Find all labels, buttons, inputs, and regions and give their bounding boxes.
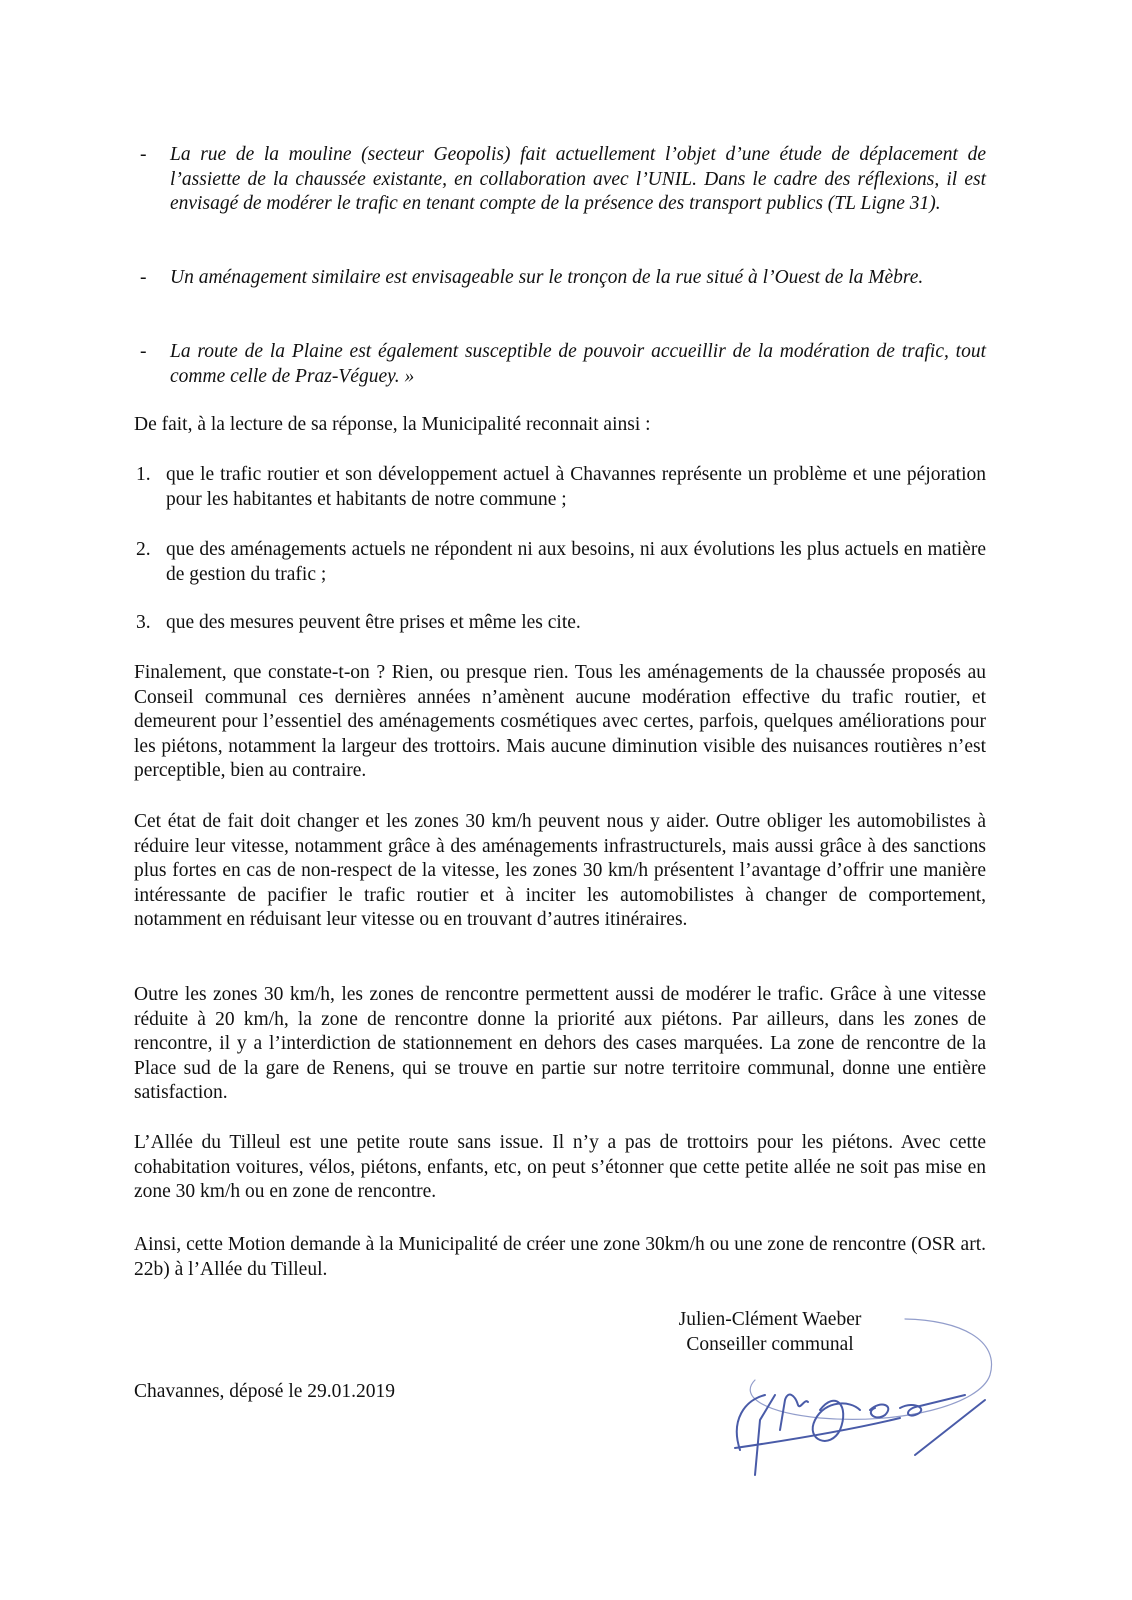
signatory-title: Conseiller communal — [686, 1333, 854, 1355]
bullet-text: La rue de la mouline (secteur Geopolis) fait actuellement l’objet d’une étude de déplacement de l’assiette de la chaussée existante, en collaboration avec l’UNIL. Dans le cadre des réflexions, il est envisagé de modérer le trafic en tenant compte de la présence des transport publics (TL Ligne 31). — [170, 144, 986, 214]
item-number: 1. — [136, 464, 151, 485]
signatory-name: Julien-Clément Waeber — [678, 1309, 862, 1330]
paragraph: Cet état de fait doit changer et les zones 30 km/h peuvent nous y aider. Outre obliger les automobilistes à réduire leur vitesse, notamment grâce à des aménagements infrastructurels, mais aussi grâce à des sanctions plus fortes en cas de non-respect de la vitesse, les zones 30 km/h présentent l’avantage d’offrir une manière intéressante de pacifier le trafic routier et à inciter les automobilistes à changer de comportement, notamment en réduisant leur vitesse ou en trouvant d’autres itinéraires. — [134, 811, 986, 930]
item-text: que des mesures peuvent être prises et même les cite. — [166, 612, 581, 633]
numbered-item — [136, 611, 986, 636]
paragraph: Finalement, que constate-t-on ? Rien, ou presque rien. Tous les aménagements de la chaussée proposés au Conseil communal ces dernières années n’amènent aucune modération effective du trafic routier, et demeurent pour l’essentiel des aménagements cosmétiques avec certes, parfois, quelques améliorations pour les piétons, notamment la largeur des trottoirs. Mais aucune diminution visible des nuisances routières n’est perceptible, bien au contraire. — [134, 662, 986, 781]
quote-bullet — [136, 266, 986, 291]
numbered-item — [136, 463, 986, 512]
numbered-item — [136, 538, 986, 587]
paragraph: L’Allée du Tilleul est une petite route sans issue. Il n’y a pas de trottoirs pour les piétons. Avec cette cohabitation voitures, vélos, piétons, enfants, etc, on peut s’étonner que cette petite allée ne soit pas mise en zone 30 km/h ou en zone de rencontre. — [134, 1132, 986, 1202]
quote-bullet — [136, 143, 986, 217]
bullet-text: Un aménagement similaire est envisageable sur le tronçon de la rue situé à l’Ouest de la Mèbre. — [170, 267, 924, 288]
bullet-marker: - — [140, 341, 147, 362]
place-date: Chavannes, déposé le 29.01.2019 — [134, 1381, 396, 1402]
bullet-marker: - — [140, 144, 147, 165]
paragraph: Outre les zones 30 km/h, les zones de rencontre permettent aussi de modérer le trafic. Grâce à une vitesse réduite à 20 km/h, la zone de rencontre donne la priorité aux piétons. Par ailleurs, dans les zones de rencontre, il y a l’interdiction de stationnement en dehors des cases marquées. La zone de rencontre de la Place sud de la gare de Renens, qui se trouve en partie sur notre territoire communal, donne une entière satisfaction. — [134, 984, 986, 1103]
item-number: 2. — [136, 539, 151, 560]
quote-bullet — [136, 340, 986, 389]
intro-paragraph: De fait, à la lecture de sa réponse, la Municipalité reconnait ainsi : — [134, 414, 651, 435]
paragraph: Ainsi, cette Motion demande à la Municipalité de créer une zone 30km/h ou une zone de rencontre (OSR art. 22b) à l’Allée du Tilleul. — [134, 1234, 986, 1280]
item-text: que le trafic routier et son développement actuel à Chavannes représente un problème et une péjoration pour les habitantes et habitants de notre commune ; — [166, 464, 986, 510]
item-number: 3. — [136, 612, 151, 633]
bullet-text: La route de la Plaine est également susceptible de pouvoir accueillir de la modération de trafic, tout comme celle de Praz-Véguey. » — [170, 341, 986, 387]
bullet-marker: - — [140, 267, 147, 288]
handwritten-signature — [700, 1300, 1020, 1490]
item-text: que des aménagements actuels ne répondent ni aux besoins, ni aux évolutions les plus actuels en matière de gestion du trafic ; — [166, 539, 986, 585]
